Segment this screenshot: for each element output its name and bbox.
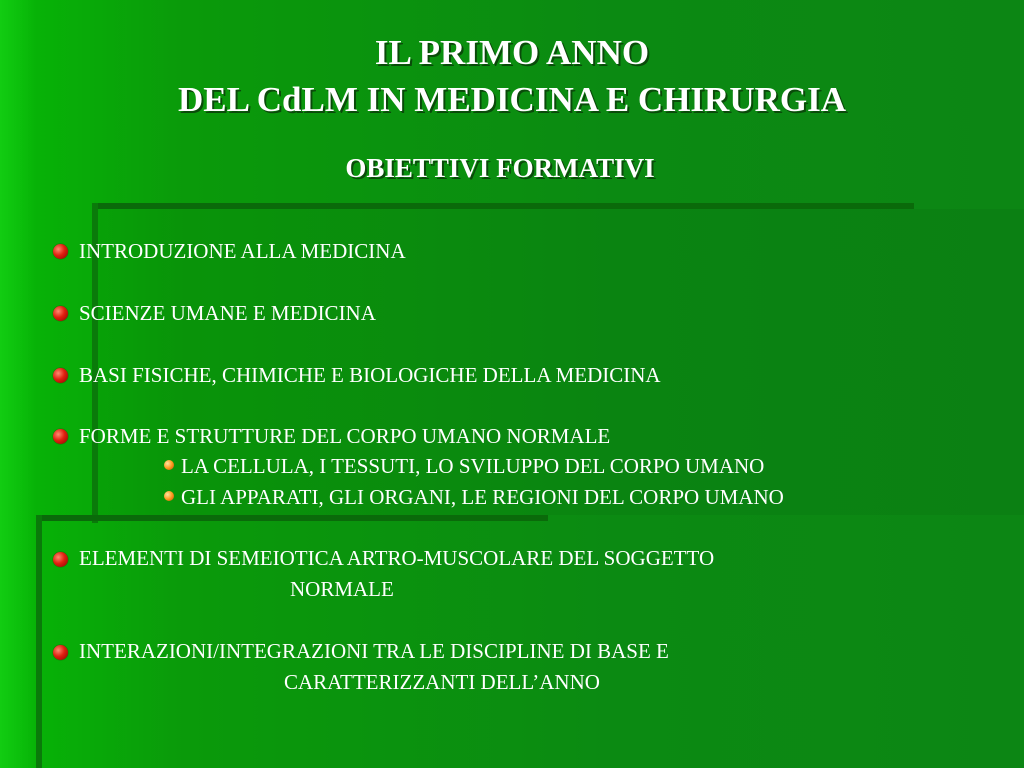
red-sphere-bullet-icon bbox=[53, 368, 68, 383]
list-item: INTRODUZIONE ALLA MEDICINA bbox=[79, 239, 406, 263]
red-sphere-bullet-icon bbox=[53, 645, 68, 660]
slide-title-line-1: IL PRIMO ANNO bbox=[374, 33, 650, 72]
list-item: SCIENZE UMANE E MEDICINA bbox=[79, 301, 376, 325]
slide-title-line-2: DEL CdLM IN MEDICINA E CHIRURGIA bbox=[177, 80, 846, 119]
list-item-continuation: CARATTERIZZANTI DELL’ANNO bbox=[284, 670, 600, 694]
orange-sphere-bullet-icon bbox=[164, 460, 174, 470]
orange-sphere-bullet-icon bbox=[164, 491, 174, 501]
decorative-top-rule bbox=[92, 203, 914, 209]
list-item: FORME E STRUTTURE DEL CORPO UMANO NORMALE bbox=[79, 424, 611, 448]
sub-list-item: LA CELLULA, I TESSUTI, LO SVILUPPO DEL CORPO UMANO bbox=[181, 454, 765, 478]
list-item: BASI FISICHE, CHIMICHE E BIOLOGICHE DELLA MEDICINA bbox=[79, 363, 661, 387]
list-item-continuation: NORMALE bbox=[290, 577, 394, 601]
red-sphere-bullet-icon bbox=[53, 552, 68, 567]
slide-subtitle: OBIETTIVI FORMATIVI bbox=[345, 153, 655, 183]
list-item: ELEMENTI DI SEMEIOTICA ARTRO-MUSCOLARE DEL SOGGETTO bbox=[79, 546, 715, 570]
decorative-middle-vertical-rule bbox=[36, 515, 42, 768]
decorative-middle-rule bbox=[36, 515, 548, 521]
list-item: INTERAZIONI/INTEGRAZIONI TRA LE DISCIPLINE DI BASE E bbox=[79, 639, 669, 663]
red-sphere-bullet-icon bbox=[53, 429, 68, 444]
red-sphere-bullet-icon bbox=[53, 306, 68, 321]
red-sphere-bullet-icon bbox=[53, 244, 68, 259]
sub-list-item: GLI APPARATI, GLI ORGANI, LE REGIONI DEL CORPO UMANO bbox=[181, 485, 784, 509]
